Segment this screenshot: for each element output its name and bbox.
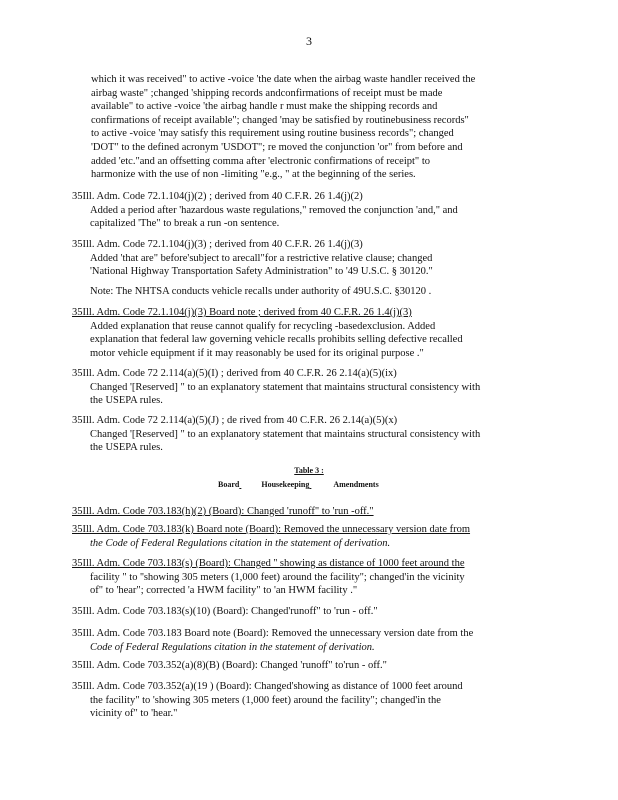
- text-line: capitalized 'The" to break a run -on sentence.: [90, 218, 280, 230]
- citation-line: [72, 505, 540, 519]
- page-number: 3: [306, 34, 312, 48]
- continuation-paragraph: [91, 73, 531, 182]
- table-subtitle: [218, 480, 418, 490]
- table-title: Table 3 :: [294, 466, 324, 475]
- table-row: [72, 680, 540, 721]
- text-line: explanation that federal law governing vehicle recalls prohibits selling defective recalled: [90, 334, 463, 346]
- table-subtitle-board: Board: [218, 480, 240, 489]
- text-line: Code of Federal Regulations citation in the statement of derivation.: [90, 641, 375, 653]
- text-line: Added explanation that reuse cannot qualify for recycling -basedexclusion. Added: [90, 320, 436, 332]
- text-line: Added 'that are" before'subject to arecall"for a restrictive relative clause; changed: [90, 252, 433, 264]
- table-row: [72, 557, 540, 598]
- citation-line: 35Ill. Adm. Code 703.183(s)(10) (Board): Changed'runoff" to 'run - off.": [72, 606, 378, 617]
- text-line: vicinity of" to 'hear.": [90, 708, 178, 720]
- citation-text: 35Ill. Adm. Code 703.183(h)(2) (Board): Changed 'runoff" to 'run -off.": [72, 506, 374, 517]
- table-row: [72, 659, 540, 673]
- table-row: [72, 627, 540, 654]
- table-row: [72, 605, 540, 619]
- text-line: of" to 'hear"; corrected 'a HWM facility" to 'an HWM facility .": [90, 585, 358, 597]
- text-line: confirmations of receipt available"; changed 'may be satisfied by routinebusiness records": [91, 114, 469, 126]
- citation-line: 35Ill. Adm. Code 72 2.114(a)(5)(I) ; derived from 40 C.F.R. 26 2.14(a)(5)(ix): [72, 368, 397, 379]
- text-line: motor vehicle equipment if it may reasonably be used for its original purpose .": [90, 347, 424, 359]
- text-line: Added a period after 'hazardous waste regulations," removed the conjunction 'and," and: [90, 204, 458, 216]
- table-row: [72, 523, 540, 550]
- amendment-entry: [72, 414, 540, 455]
- text-line: the facility" to 'showing 305 meters (1,000 feet) around the facility"; changed'in the: [90, 694, 441, 706]
- text-line: Changed '[Reserved] " to an explanatory statement that maintains structural consistency with: [90, 428, 481, 440]
- text-line: 'DOT" to the defined acronym 'USDOT"; re moved the conjunction 'or" from before and: [91, 141, 463, 153]
- text-line: harmonize with the use of non -limiting "e.g., " at the beginning of the series.: [91, 169, 416, 181]
- text-line: the Code of Federal Regulations citation in the statement of derivation.: [90, 537, 391, 549]
- citation-line: 35Ill. Adm. Code 703.352(a)(8)(B) (Board): Changed 'runoff" to'run - off.": [72, 660, 387, 671]
- text-line: to active -voice 'may satisfy this requirement using routine business records"; changed: [91, 128, 454, 140]
- text-line: 'National Highway Transportation Safety Administration" to '49 U.S.C. § 30120.": [90, 266, 433, 278]
- text-line: Changed '[Reserved] " to an explanatory statement that maintains structural consistency with: [90, 381, 481, 393]
- text-line: added 'etc."and an offsetting comma after 'electronic confirmations of receipt" to: [91, 155, 430, 167]
- text-line: available" to active -voice 'the airbag handle r must make the shipping records and: [91, 101, 438, 113]
- citation-line: 35Ill. Adm. Code 703.183(k) Board note (Board): Removed the unnecessary version date from: [72, 524, 471, 535]
- citation-line: 35Ill. Adm. Code 703.183(s) (Board): Changed '' showing as distance of 1000 feet around the: [72, 558, 465, 569]
- amendment-entry: [72, 367, 540, 408]
- text-line: facility " to ''showing 305 meters (1,000 feet) around the facility"; changed'in the vicinity: [90, 571, 465, 583]
- table-subtitle-housekeeping: Housekeeping: [261, 480, 310, 489]
- citation-line: 35Ill. Adm. Code 72 2.114(a)(5)(J) ; de rived from 40 C.F.R. 26 2.14(a)(5)(x): [72, 415, 398, 426]
- text-line: the USEPA rules.: [90, 442, 163, 454]
- note-line: Note: The NHTSA conducts vehicle recalls under authority of 49U.S.C. §30120 .: [90, 285, 432, 297]
- citation-line: 35Ill. Adm. Code 72.1.104(j)(3) ; derived from 40 C.F.R. 26 1.4(j)(3): [72, 239, 363, 250]
- amendment-entry: [72, 190, 540, 231]
- table-row: [72, 505, 540, 519]
- citation-line: 35Ill. Adm. Code 72.1.104(j)(3) Board note ; derived from 40 C.F.R. 26 1.4(j)(3): [72, 307, 412, 318]
- table-subtitle-amendments: Amendments: [333, 480, 379, 489]
- text-line: the USEPA rules.: [90, 395, 163, 407]
- amendment-entry: [72, 238, 540, 298]
- amendment-entry: [72, 306, 540, 360]
- citation-line: 35Ill. Adm. Code 72.1.104(j)(2) ; derived from 40 C.F.R. 26 1.4(j)(2): [72, 191, 363, 202]
- text-line: airbag waste" ;changed 'shipping records andconfirmations of receipt must be made: [91, 87, 443, 99]
- citation-line: 35Ill. Adm. Code 703.183 Board note (Board): Removed the unnecessary version date from the: [72, 628, 474, 639]
- text-line: which it was received" to active -voice 'the date when the airbag waste handler received the: [91, 74, 476, 85]
- citation-line: 35Ill. Adm. Code 703.352(a)(19 ) (Board): Changed'showing as distance of 1000 feet around: [72, 681, 463, 692]
